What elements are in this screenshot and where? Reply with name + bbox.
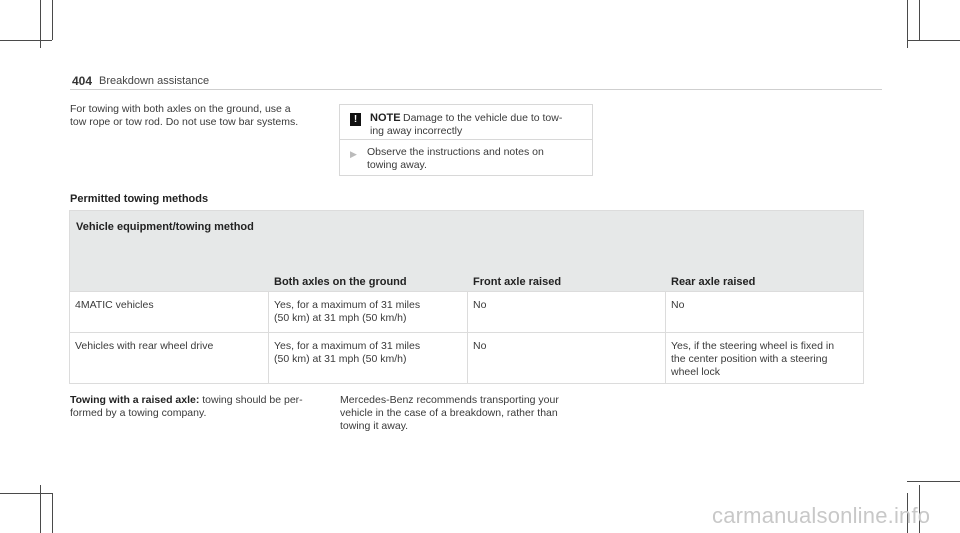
cell-divider (665, 292, 666, 332)
section-title: Permitted towing methods (70, 193, 209, 205)
note-text: ing away incorrectly (370, 125, 463, 137)
table-header-main: Vehicle equipment/towing method (76, 221, 254, 233)
front-axle-cell: No (473, 340, 487, 352)
crop-mark (907, 481, 960, 482)
warning-exclamation-icon: ! (350, 113, 361, 126)
raised-axle-paragraph (70, 394, 303, 420)
paragraph-line: vehicle in the case of a breakdown, rather than (340, 407, 558, 419)
note-instruction (367, 146, 587, 172)
crop-mark (0, 493, 52, 494)
cell-line: No (671, 299, 685, 311)
paragraph-line: formed by a towing company. (70, 407, 207, 419)
running-header: Breakdown assistance (99, 75, 210, 87)
cell-line: (50 km) at 31 mph (50 km/h) (274, 353, 407, 365)
cell-divider (467, 292, 468, 332)
cell-line: Yes, for a maximum of 31 miles (274, 340, 421, 352)
both-axles-cell (274, 340, 420, 366)
front-axle-cell: No (473, 299, 487, 311)
recommendation-paragraph (340, 394, 559, 433)
table-row (70, 333, 863, 383)
cell-divider (268, 333, 269, 383)
rear-axle-cell (671, 299, 684, 312)
watermark: carmanualsonline.info (712, 503, 931, 528)
paragraph-line: Mercedes-Benz recommends transporting your (340, 394, 559, 406)
intro-paragraph (70, 103, 298, 129)
cell-divider (268, 292, 269, 332)
table-header (70, 211, 863, 292)
triangle-bullet-icon: ▶ (350, 149, 357, 159)
header-rule (70, 89, 882, 90)
cell-line: Yes, if the steering wheel is fixed in (671, 340, 835, 352)
page-number: 404 (72, 74, 93, 88)
note-instruction-line: Observe the instructions and notes on (367, 146, 544, 158)
cell-line: wheel lock (671, 366, 721, 378)
crop-mark (919, 0, 920, 40)
cell-line: (50 km) at 31 mph (50 km/h) (274, 312, 407, 324)
crop-mark (907, 40, 960, 41)
paragraph-line: towing it away. (340, 420, 409, 432)
crop-mark (0, 40, 52, 41)
vehicle-cell: 4MATIC vehicles (75, 299, 154, 311)
note-label: NOTE (370, 112, 401, 124)
crop-mark (52, 493, 53, 533)
note-header (340, 105, 592, 140)
intro-line: tow rope or tow rod. Do not use tow bar systems. (70, 116, 299, 128)
note-box (339, 104, 593, 176)
cell-divider (665, 333, 666, 383)
paragraph-line (70, 394, 303, 407)
towing-methods-table (69, 210, 864, 384)
note-instruction-line: towing away. (367, 159, 427, 171)
column-header: Both axles on the ground (274, 276, 407, 288)
column-header: Front axle raised (473, 276, 562, 288)
table-row (70, 292, 863, 333)
paragraph-text: towing should be per- (199, 394, 303, 406)
cell-line: the center position with a steering (671, 353, 828, 365)
paragraph-lead: Towing with a raised axle: (70, 394, 200, 406)
crop-mark (52, 0, 53, 40)
cell-line: Yes, for a maximum of 31 miles (274, 299, 421, 311)
vehicle-cell: Vehicles with rear wheel drive (75, 340, 214, 352)
intro-line: For towing with both axles on the ground, use a (70, 103, 291, 115)
note-text: Damage to the vehicle due to tow- (403, 112, 563, 124)
both-axles-cell (274, 299, 420, 325)
rear-axle-cell (671, 340, 834, 379)
column-header: Rear axle raised (671, 276, 756, 288)
cell-divider (467, 333, 468, 383)
